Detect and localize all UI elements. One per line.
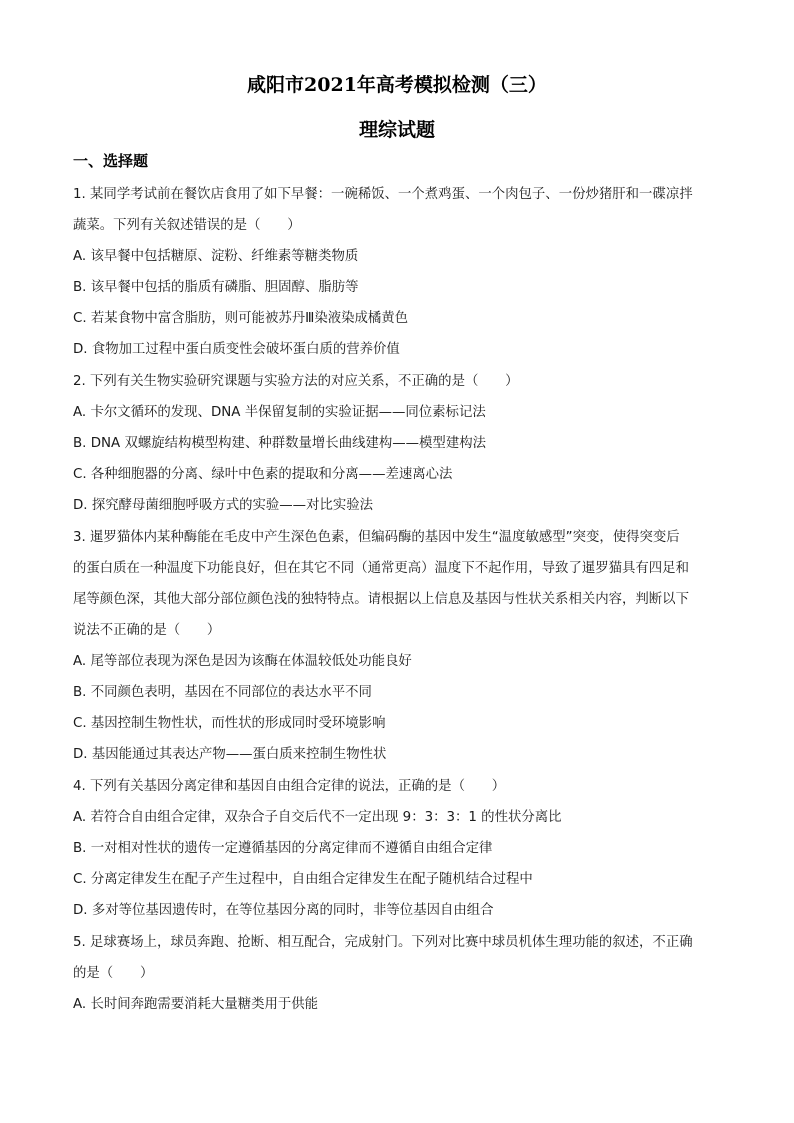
exam-subtitle: 理综试题 — [358, 119, 435, 141]
question-3-option-b: B. 不同颜色表明，基因在不同部位的表达水平不同 — [73, 685, 372, 700]
question-3-option-c: C. 基因控制生物性状，而性状的形成同时受环境影响 — [73, 716, 386, 731]
question-5-option-a: A. 长时间奔跑需要消耗大量糖类用于供能 — [73, 997, 319, 1012]
question-4-option-a: A. 若符合自由组合定律，双杂合子自交后代不一定出现 9：3：3：1 的性状分离比 — [73, 810, 562, 825]
question-2-option-c: C. 各种细胞器的分离、绿叶中色素的提取和分离——差速离心法 — [73, 467, 453, 482]
question-1-option-a: A. 该早餐中包括糖原、淀粉、纤维素等糖类物质 — [73, 249, 359, 264]
question-3-stem-line-1: 3. 暹罗猫体内某种酶能在毛皮中产生深色色素，但编码酶的基因中发生“温度敏感型”突变，使得突变后 — [73, 530, 680, 545]
question-4-option-c: C. 分离定律发生在配子产生过程中，自由组合定律发生在配子随机结合过程中 — [73, 872, 533, 887]
section-heading: 一、选择题 — [73, 152, 149, 170]
question-3-option-d: D. 基因能通过其表达产物——蛋白质来控制生物性状 — [73, 747, 387, 762]
question-1-stem-line-2: 蔬菜。下列有关叙述错误的是（ ） — [73, 218, 301, 233]
question-5-stem-line-2: 的是（ ） — [73, 966, 154, 981]
question-1-option-b: B. 该早餐中包括的脂质有磷脂、胆固醇、脂肪等 — [73, 280, 359, 295]
question-2-option-b: B. DNA 双螺旋结构模型构建、种群数量增长曲线建构——模型建构法 — [73, 436, 486, 451]
question-1-stem-line-1: 1. 某同学考试前在餐饮店食用了如下早餐：一碗稀饭、一个煮鸡蛋、一个肉包子、一份炒猪肝和一碟凉拌 — [73, 187, 693, 202]
question-2-option-d: D. 探究酵母菌细胞呼吸方式的实验——对比实验法 — [73, 498, 374, 513]
question-4-option-d: D. 多对等位基因遗传时，在等位基因分离的同时，非等位基因自由组合 — [73, 903, 494, 918]
question-3-stem-line-3: 尾等颜色深，其他大部分部位颜色浅的独特特点。请根据以上信息及基因与性状关系相关内容，判断以下 — [73, 592, 689, 607]
question-3-stem-line-2: 的蛋白质在一种温度下功能良好，但在其它不同（通常更高）温度下不起作用，导致了暹罗猫具有四足和 — [73, 561, 689, 576]
question-5-stem-line-1: 5. 足球赛场上，球员奔跑、抢断、相互配合，完成射门。下列对比赛中球员机体生理功能的叙述，不正确 — [73, 935, 693, 950]
question-2-stem-line-1: 2. 下列有关生物实验研究课题与实验方法的对应关系，不正确的是（ ） — [73, 374, 519, 389]
question-2-option-a: A. 卡尔文循环的发现、DNA 半保留复制的实验证据——同位素标记法 — [73, 405, 486, 420]
question-3-option-a: A. 尾等部位表现为深色是因为该酶在体温较低处功能良好 — [73, 654, 412, 669]
question-1-option-c: C. 若某食物中富含脂肪，则可能被苏丹Ⅲ染液染成橘黄色 — [73, 311, 409, 326]
question-1-option-d: D. 食物加工过程中蛋白质变性会破坏蛋白质的营养价值 — [73, 342, 400, 357]
question-4-option-b: B. 一对相对性状的遗传一定遵循基因的分离定律而不遵循自由组合定律 — [73, 841, 493, 856]
question-4-stem-line-1: 4. 下列有关基因分离定律和基因自由组合定律的说法，正确的是（ ） — [73, 779, 506, 794]
exam-title: 咸阳市2021年高考模拟检测（三） — [247, 74, 547, 96]
question-3-stem-line-4: 说法不正确的是（ ） — [73, 623, 221, 638]
